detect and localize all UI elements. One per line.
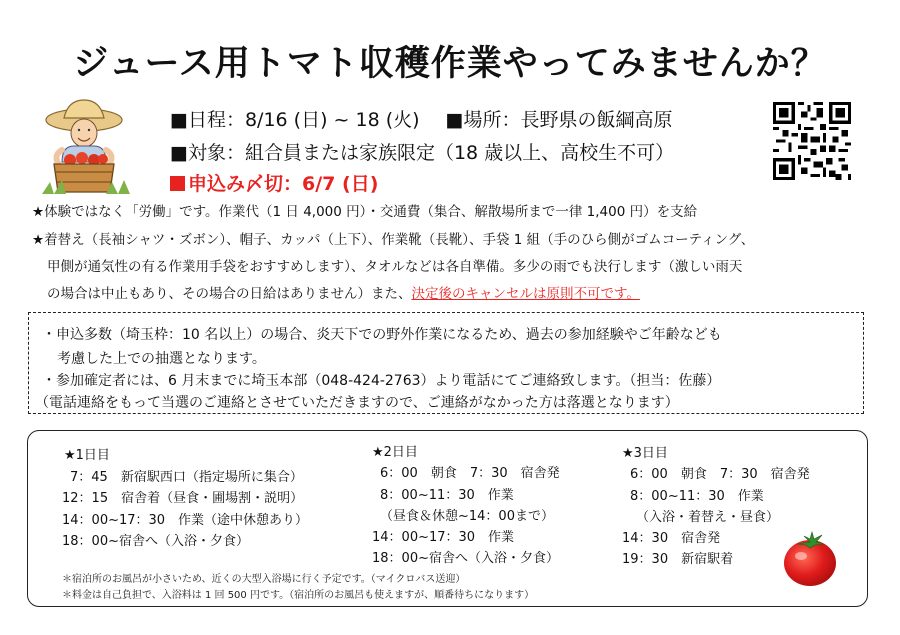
footnote-bath: ＊宿泊所のお風呂が小さいため、近くの大型入浴場に行く予定です。（マイクロバス送迎） (62, 574, 466, 585)
footnote-fee: ＊料金は自己負担で、入浴料は 1 回 500 円です。（宿泊所のお風呂も使えますが、順番待ちになります） (62, 590, 535, 601)
day1-item: 7：45 新宿駅西口（指定場所に集合） (70, 470, 303, 485)
deadline-row (170, 175, 378, 194)
target-row: ■対象：組合員または家族限定（18 歳以上、高校生不可） (170, 142, 675, 164)
day2-heading: ★2日目 (372, 445, 418, 460)
lottery-line-1: ・申込多数（埼玉枠：10 名以上）の場合、炎天下での野外作業になるため、過去の参加経験やご年齢なども (42, 327, 722, 343)
note-equipment-3 (47, 288, 640, 302)
deadline-label: 申込み〆切： (188, 173, 303, 195)
red-square-icon (170, 176, 185, 191)
cancellation-warning: 決定後のキャンセルは原則不可です。 (411, 286, 640, 302)
day3-item: （入浴・着替え・昼食） (636, 510, 780, 525)
tomato-icon (782, 528, 838, 588)
day2-item: 8：00~11：30 作業 (380, 488, 514, 503)
day1-item: 18：00~宿舎へ（入浴・夕食） (62, 534, 249, 549)
day2-item: 18：00~宿舎へ（入浴・夕食） (372, 551, 559, 566)
schedule-label: ■日程： (170, 109, 245, 131)
page-title: ジュース用トマト収穫作業やってみませんか？ (73, 44, 827, 84)
schedule-value: 8/16 (日) ~ 18 (火) (244, 109, 420, 131)
lottery-line-2: 考慮した上での抽選となります。 (57, 351, 266, 367)
note-equipment-1: ★着替え（長袖シャツ・ズボン）、帽子、カッパ（上下）、作業靴（長靴）、手袋 1 組（手のひら側がゴムコーティング、 (32, 232, 755, 248)
farmer-illustration (40, 96, 132, 196)
day3-heading: ★3日目 (622, 446, 668, 461)
day2-item: 6：00 朝食 7：30 宿舎発 (380, 466, 560, 481)
note-equipment-2: 甲側が通気性の有る作業用手袋をおすすめします）、タオルなどは各自準備。多少の雨でも決行します（激しい雨天 (47, 259, 743, 275)
lottery-line-4: （電話連絡をもって当選のご連絡とさせていただきますので、ご連絡がなかった方は落選となります） (35, 395, 679, 411)
day3-item: 6：00 朝食 7：30 宿舎発 (630, 467, 810, 482)
note-weather-text: の場合は中止もあり、その場合の日給はありません）また、 (47, 286, 412, 302)
day3-item: 8：00~11：30 作業 (630, 489, 764, 504)
location-label: ■場所： (445, 109, 521, 131)
day1-item: 12：15 宿舎着（昼食・圃場割・説明） (62, 491, 304, 506)
note-pay: ★体験ではなく「労働」です。作業代（1 日 4,000 円）・交通費（集合、解散場所まで一律 1,400 円）を支給 (32, 204, 698, 220)
day3-item: 14：30 宿舎発 (622, 531, 721, 546)
day2-item: 14：00~17：30 作業 (372, 530, 515, 545)
day2-item: （昼食＆休憩~14：00まで） (380, 509, 554, 524)
qr-code-icon[interactable] (773, 102, 851, 180)
day1-heading: ★1日目 (64, 448, 110, 463)
location-value: 長野県の飯綱高原 (520, 109, 673, 131)
day1-item: 14：00~17：30 作業（途中休憩あり） (62, 513, 309, 528)
deadline-value: 6/7 (日) (302, 173, 379, 195)
lottery-line-3: ・参加確定者には、6 月末までに埼玉本部（048-424-2763）より電話にてご連絡致します。（担当：佐藤） (42, 373, 721, 389)
schedule-location-row (170, 111, 673, 130)
day3-item: 19：30 新宿駅着 (622, 552, 734, 567)
